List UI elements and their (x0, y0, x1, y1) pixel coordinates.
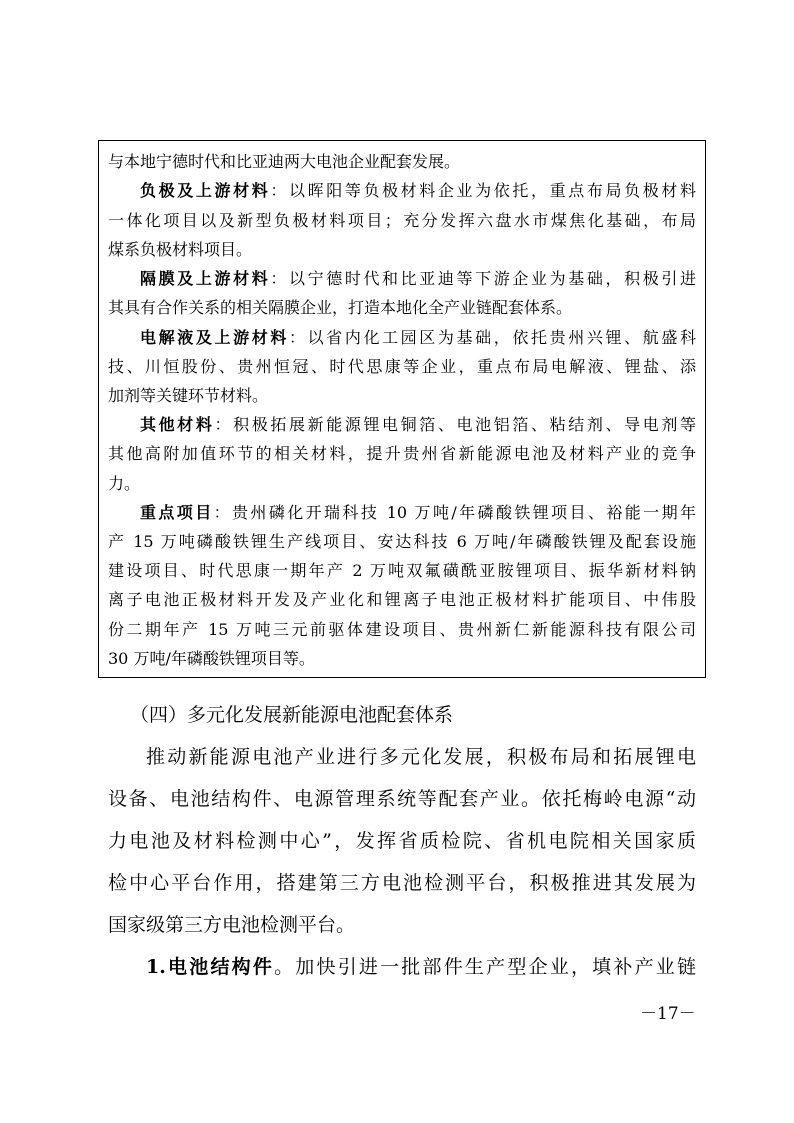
body-line: 国家级第三方电池检测平台。 (108, 914, 356, 936)
box-line: 其他高附加值环节的相关材料，提升贵州省新能源电池及材料产业的竞争 (108, 444, 696, 463)
anode-title: 负极及上游材料 (140, 181, 271, 200)
other-title: 其他材料 (140, 415, 215, 434)
box-line: 建设项目、时代思康一期年产 2 万吨双氟磺酰亚胺锂项目、振华新材料钠 (108, 561, 696, 580)
electrolyte-paragraph: 电解液及上游材料：以省内化工园区为基础，依托贵州兴锂、航盛科 (140, 328, 696, 347)
body-line: 推动新能源电池产业进行多元化发展，积极布局和拓展锂电 (146, 746, 696, 768)
section-heading: （四）多元化发展新能源电池配套体系 (130, 704, 454, 726)
box-line: 加剂等关键环节材料。 (108, 386, 269, 405)
page-number: －17－ (640, 1004, 696, 1024)
structure-title: 1.电池结构件 (146, 956, 275, 978)
projects-paragraph: 重点项目：贵州磷化开瑞科技 10 万吨/年磷酸铁锂项目、裕能一期年 (140, 503, 696, 522)
box-line: 离子电池正极材料开发及产业化和锂离子电池正极材料扩能项目、中伟股 (108, 590, 696, 609)
box-line: 技、川恒股份、贵州恒冠、时代思康等企业，重点布局电解液、锂盐、添 (108, 357, 696, 376)
box-line: 份二期年产 15 万吨三元前驱体建设项目、贵州新仁新能源科技有限公司 (108, 620, 696, 639)
box-line: 与本地宁德时代和比亚迪两大电池企业配套发展。 (108, 152, 461, 171)
box-line: 其具有合作关系的相关隔膜企业，打造本地化全产业链配套体系。 (108, 298, 573, 317)
electrolyte-title: 电解液及上游材料 (140, 328, 289, 347)
box-line: 产 15 万吨磷酸铁锂生产线项目、安达科技 6 万吨/年磷酸铁锂及配套设施 (108, 532, 696, 551)
box-line: 一体化项目以及新型负极材料项目；充分发挥六盘水市煤焦化基础，布局 (108, 211, 696, 230)
projects-title: 重点项目 (140, 503, 214, 522)
separator-title: 隔膜及上游材料 (140, 269, 271, 288)
box-line: 煤系负极材料项目。 (108, 240, 253, 259)
structure-paragraph: 1.电池结构件。加快引进一批部件生产型企业，填补产业链 (146, 956, 696, 978)
anode-paragraph: 负极及上游材料：以晖阳等负极材料企业为依托，重点布局负极材料 (140, 181, 696, 200)
box-line: 30 万吨/年磷酸铁锂项目等。 (108, 649, 315, 668)
other-paragraph: 其他材料：积极拓展新能源锂电铜箔、电池铝箔、粘结剂、导电剂等 (140, 415, 696, 434)
body-line: 检中心平台作用，搭建第三方电池检测平台，积极推进其发展为 (108, 872, 696, 894)
body-line: 力电池及材料检测中心”，发挥省质检院、省机电院相关国家质 (108, 830, 696, 852)
body-line: 设备、电池结构件、电源管理系统等配套产业。依托梅岭电源“动 (108, 788, 696, 810)
separator-paragraph: 隔膜及上游材料：以宁德时代和比亚迪等下游企业为基础，积极引进 (140, 269, 696, 288)
box-line: 力。 (108, 474, 141, 493)
